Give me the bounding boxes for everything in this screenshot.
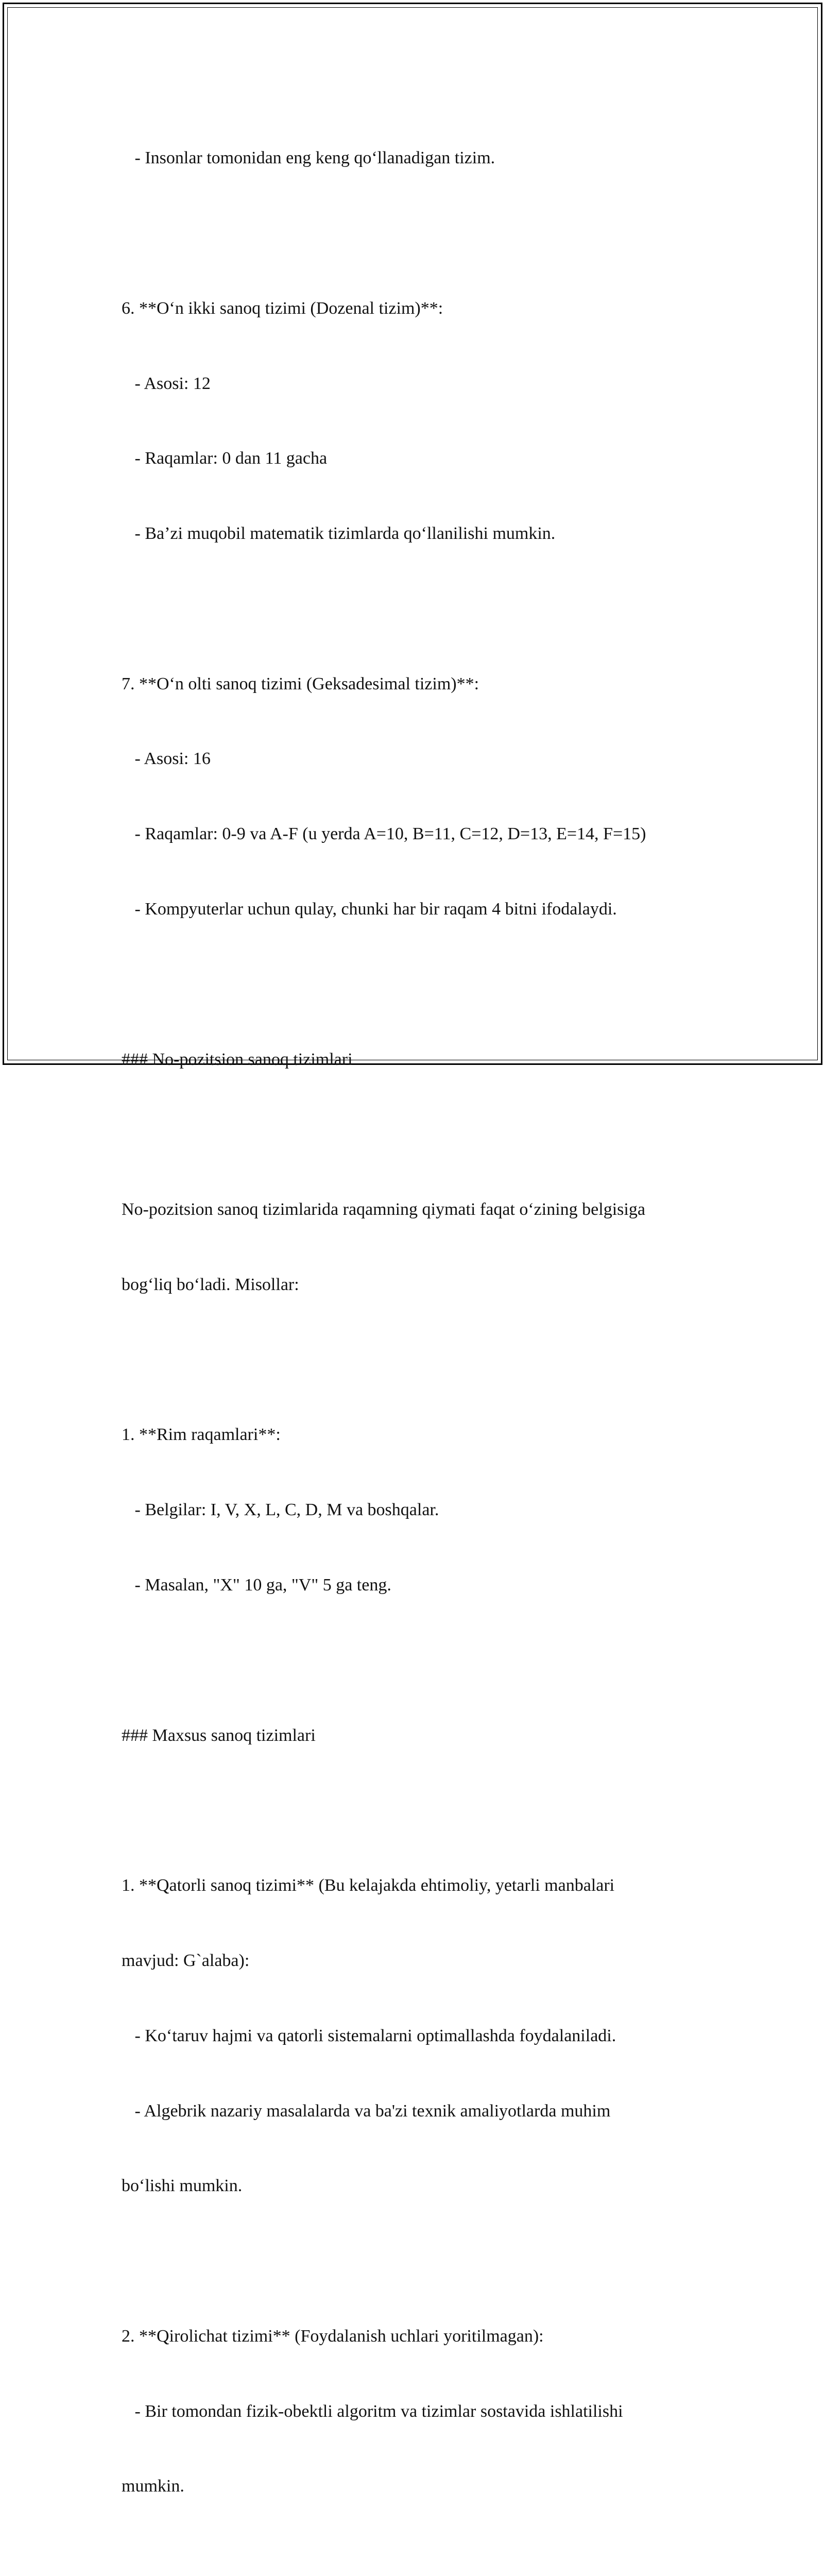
text-line: - Asosi: 12 [122, 374, 211, 393]
text-line: - Algebrik nazariy masalalarda va ba'zi texnik amaliyotlarda muhim [122, 2101, 611, 2121]
text-line: - Bir tomondan fizik-obektli algoritm va tizimlar sostavida ishlatilishi [122, 2401, 623, 2421]
section-heading: ### Maxsus sanoq tizimlari [122, 1725, 316, 1745]
document-body [122, 96, 714, 2576]
text-line: mumkin. [122, 2477, 184, 2496]
blank-line [122, 597, 714, 622]
blank-line [122, 1348, 714, 1373]
blank-line [122, 221, 714, 246]
section-heading: ### No-pozitsion sanoq tizimlari [122, 1049, 353, 1069]
paragraph-line: No-pozitsion sanoq tizimlarida raqamning qiymati faqat o‘zining belgisiga [122, 1200, 645, 1219]
list-item-heading: 2. **Qirolichat tizimi** (Foydalanish uchlari yoritilmagan): [122, 2326, 544, 2346]
blank-line [122, 1798, 714, 1823]
text-line: mavjud: G`alaba): [122, 1951, 250, 1970]
text-line: - Masalan, "X" 10 ga, "V" 5 ga teng. [122, 1575, 391, 1595]
blank-line [122, 1648, 714, 1673]
text-line: bo‘lishi mumkin. [122, 2176, 243, 2196]
text-line: - Kompyuterlar uchun qulay, chunki har bir raqam 4 bitni ifodalaydi. [122, 900, 617, 919]
text-line: - Raqamlar: 0-9 va A-F (u yerda A=10, B=11, C=12, D=13, E=14, F=15) [122, 824, 646, 844]
list-item-heading: 1. **Rim raqamlari**: [122, 1425, 281, 1445]
text-line: - Insonlar tomonidan eng keng qo‘llanadigan tizim. [122, 148, 495, 168]
blank-line [122, 2249, 714, 2274]
blank-line [122, 2549, 714, 2574]
text-line: - Ba’zi muqobil matematik tizimlarda qo‘llanilishi mumkin. [122, 524, 556, 544]
blank-line [122, 1122, 714, 1147]
blank-line [122, 972, 714, 997]
text-line: - Raqamlar: 0 dan 11 gacha [122, 449, 328, 468]
text-line: - Belgilar: I, V, X, L, C, D, M va boshqalar. [122, 1500, 439, 1520]
list-item-heading: 7. **O‘n olti sanoq tizimi (Geksadesimal tizim)**: [122, 674, 479, 693]
list-item-heading: 6. **O‘n ikki sanoq tizimi (Dozenal tizim)**: [122, 298, 443, 318]
list-item-heading: 1. **Qatorli sanoq tizimi** (Bu kelajakda ehtimoliy, yetarli manbalari [122, 1876, 615, 1895]
text-line: - Asosi: 16 [122, 749, 211, 769]
paragraph-line: bog‘liq bo‘ladi. Misollar: [122, 1275, 299, 1294]
text-line: - Ko‘taruv hajmi va qatorli sistemalarni optimallashda foydalaniladi. [122, 2026, 616, 2045]
